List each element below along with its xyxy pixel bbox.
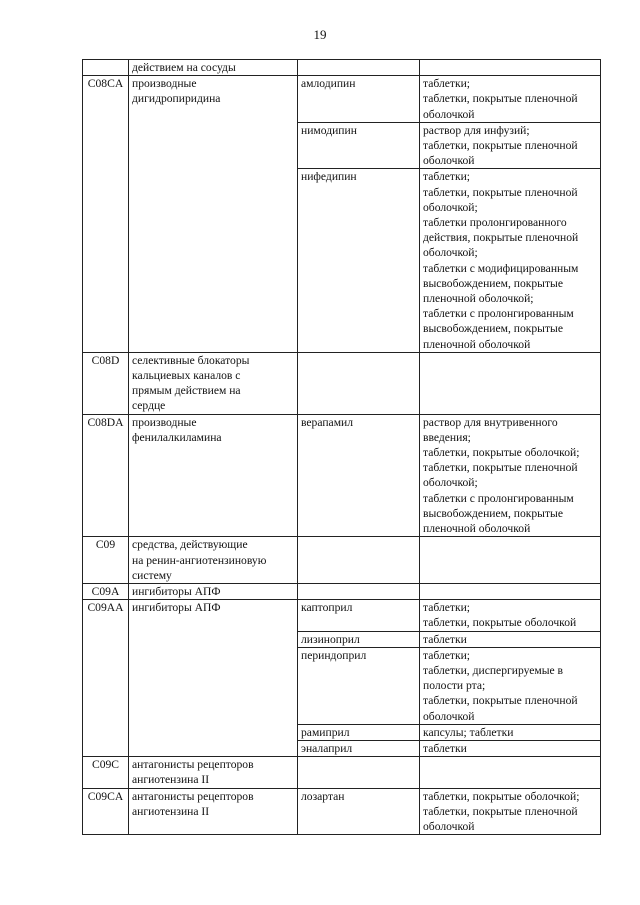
text-line: производные [132,415,197,429]
drug-name: рамиприл [298,724,420,740]
text-line: таблетки [423,632,467,646]
group-name [129,352,298,414]
group-name [129,600,298,757]
text-line: оболочкой [423,154,475,168]
text-line: селективные блокаторы [132,353,250,367]
text-line: пленочной оболочкой [423,522,531,536]
drug-name: лизиноприл [298,631,420,647]
drug-name: лозартан [298,788,420,835]
text-line: производные [132,77,197,91]
text-line: оболочкой; [423,200,478,214]
table-row [83,537,601,584]
drug-name: амлодипин [298,76,420,123]
table-row [83,76,601,123]
group-name [129,76,298,353]
table-row [83,60,601,76]
text-line: таблетки, покрытые оболочкой; [423,446,580,460]
drug-name: эналаприл [298,740,420,756]
table-row [83,583,601,599]
text-line: таблетки; [423,170,471,184]
text-line: таблетки, покрытые пленочной [423,185,578,199]
text-line: сердце [132,399,166,413]
text-line: оболочкой [423,709,475,723]
text-line: таблетки с модифицированным [423,261,579,275]
group-name [129,788,298,835]
text-line: таблетки; [423,648,471,662]
text-line: таблетки; [423,77,471,91]
text-line: таблетки, покрытые оболочкой; [423,789,580,803]
text-line: таблетки, покрытые оболочкой [423,616,577,630]
dosage-form [420,788,601,835]
dosage-form [420,583,601,599]
dosage-form [420,740,601,756]
text-line: действия, покрытые пленочной [423,231,579,245]
table-row [83,757,601,788]
text-line: высвобождением, покрытые [423,506,563,520]
text-line: высвобождением, покрытые [423,276,563,290]
text-line: антагонисты рецепторов [132,758,254,772]
dosage-form [420,631,601,647]
drug-name: каптоприл [298,600,420,631]
group-name [129,757,298,788]
drug-name [298,583,420,599]
text-line: введения; [423,430,471,444]
text-line: таблетки с пролонгированным [423,491,574,505]
text-line: таблетки, покрытые пленочной [423,92,578,106]
text-line: пленочной оболочкой; [423,292,534,306]
dosage-form [420,76,601,123]
table-row [83,414,601,537]
table-row [83,788,601,835]
dosage-form [420,724,601,740]
drug-name: периндоприл [298,647,420,724]
text-line: ингибиторы АПФ [132,584,221,598]
text-line: капсулы; таблетки [423,725,514,739]
text-line: таблетки, покрытые пленочной [423,461,578,475]
drug-name [298,352,420,414]
atc-code: C08D [83,352,129,414]
dosage-form [420,352,601,414]
text-line: дигидропиридина [132,92,221,106]
text-line: кальциевых каналов с [132,369,241,383]
dosage-form [420,600,601,631]
text-line: таблетки, покрытые пленочной [423,804,578,818]
text-line: прямым действием на [132,384,241,398]
text-line: высвобождением, покрытые [423,322,563,336]
atc-code: C09C [83,757,129,788]
atc-code: C08CA [83,76,129,353]
text-line: таблетки пролонгированного [423,216,567,230]
table-row [83,352,601,414]
drug-name [298,537,420,584]
text-line: пленочной оболочкой [423,337,531,351]
drug-name: верапамил [298,414,420,537]
dosage-form [420,537,601,584]
text-line: таблетки, покрытые пленочной [423,694,578,708]
atc-code: C08DA [83,414,129,537]
text-line: оболочкой [423,107,475,121]
dosage-form [420,122,601,169]
text-line: систему [132,568,172,582]
text-line: оболочкой; [423,246,478,260]
text-line: ингибиторы АПФ [132,601,221,615]
drug-classification-table [82,59,601,835]
group-name [129,537,298,584]
text-line: таблетки с пролонгированным [423,307,574,321]
table-row [83,600,601,631]
atc-code: C09AA [83,600,129,757]
text-line: таблетки; [423,601,471,615]
text-line: раствор для внутривенного [423,415,558,429]
dosage-form [420,757,601,788]
text-line: действием на сосуды [132,61,236,74]
text-line: антагонисты рецепторов [132,789,254,803]
atc-code: C09A [83,583,129,599]
dosage-form [420,60,601,76]
atc-code: C09 [83,537,129,584]
group-name [129,414,298,537]
drug-name [298,60,420,76]
text-line: оболочкой [423,819,475,833]
dosage-form [420,169,601,352]
atc-code: C09CA [83,788,129,835]
text-line: фенилалкиламина [132,430,222,444]
group-name [129,60,298,76]
atc-code [83,60,129,76]
text-line: ангиотензина II [132,804,210,818]
dosage-form [420,647,601,724]
drug-name [298,757,420,788]
text-line: таблетки, покрытые пленочной [423,139,578,153]
page-number: 19 [313,27,327,42]
group-name [129,583,298,599]
text-line: на ренин-ангиотензиновую [132,553,267,567]
text-line: оболочкой; [423,476,478,490]
drug-name: нимодипин [298,122,420,169]
text-line: ангиотензина II [132,773,210,787]
drug-name: нифедипин [298,169,420,352]
dosage-form [420,414,601,537]
text-line: таблетки, диспергируемые в [423,663,564,677]
text-line: таблетки [423,741,467,755]
text-line: раствор для инфузий; [423,123,530,137]
text-line: полости рта; [423,679,486,693]
text-line: средства, действующие [132,538,248,552]
